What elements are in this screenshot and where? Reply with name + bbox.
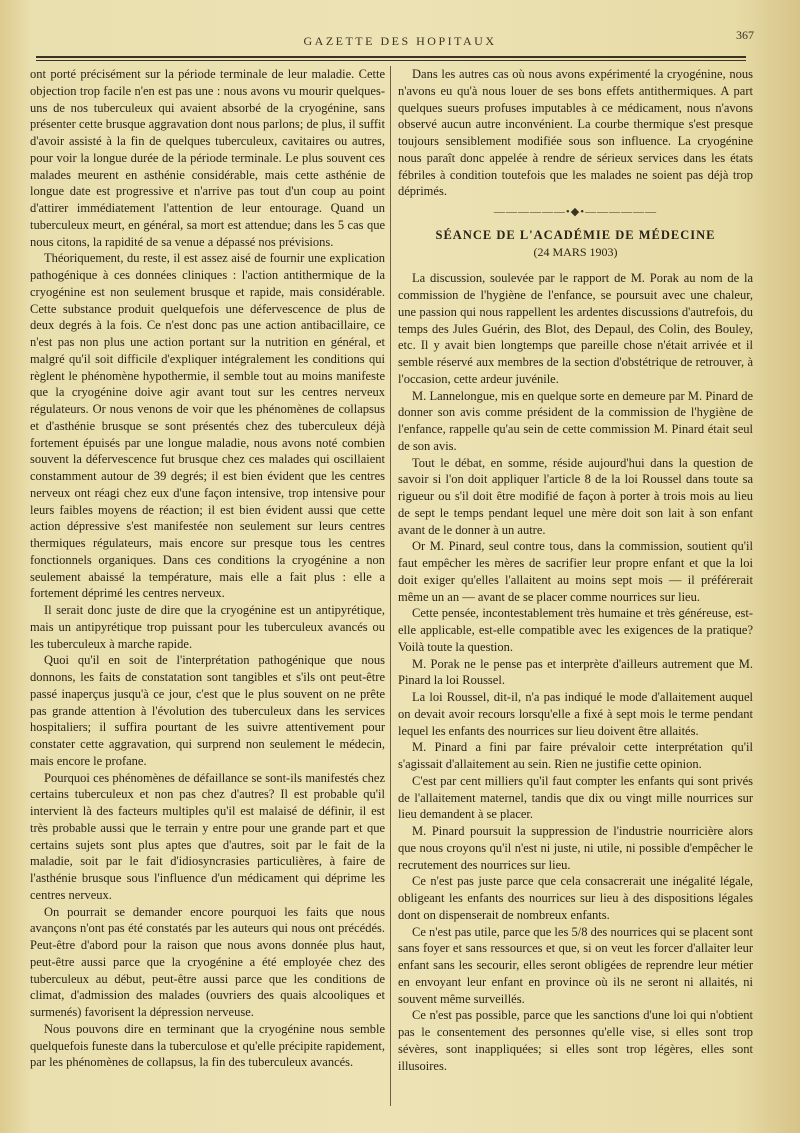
paragraph: M. Pinard poursuit la suppression de l'industrie nourricière alors que nous croyons qu'il n'est ni juste, ni utile, ni possible d'empêcher le recrutement des nourrices sur lieu. xyxy=(398,824,753,872)
paragraph: Ce n'est pas utile, parce que les 5/8 des nourrices qui se placent sont sans foyer et sans ressources et que, si on veut les forcer d'allaiter leur enfant sans les secourir, elles seront obligées de reprendre leur métier en envoyant leur enfant en province où ils ne seront ni allaités, ni souvent même surveillés. xyxy=(398,924,753,1006)
paragraph: Tout le débat, en somme, réside aujourd'hui dans la question de savoir si l'on doit appliquer l'article 8 de la loi Roussel dans toute sa rigueur ou s'il doit être modifié de façon à porter à trois mois au lieu de sept le temps pendant lequel une mère doit son lait à son enfant avant de le donner à un autre. xyxy=(398,455,753,537)
paragraph: On pourrait se demander encore pourquoi les faits que nous avançons n'ont pas été constatés par les auteurs qui nous ont précédés. Peut-être d'abord pour la raison que nous avons donnée plus haut, peut-être aussi parce que la cryogénine a été employée chez des tuberculeux au début, peut-être aussi parce que les conditions de climat, d'admission des malades (ouvriers des quais alcooliques et surmenés) favorisent la dépression nerveuse. xyxy=(30,904,385,1019)
column-divider xyxy=(390,66,391,1106)
paragraph: M. Lannelongue, mis en quelque sorte en demeure par M. Pinard de donner son avis comme président de la commission de l'hygiène de l'enfance, rappelle qu'au sein de cette commission M. Pinard était seul de son avis. xyxy=(398,388,753,453)
header-rule-thin xyxy=(36,60,746,61)
right-column xyxy=(398,66,753,1074)
running-header: GAZETTE DES HOPITAUX xyxy=(303,34,497,48)
paragraph: Dans les autres cas où nous avons expérimenté la cryogénine, nous n'avons eu qu'à nous louer de ses bons effets antithermiques. A part quelques sueurs profuses imputables à ce médicament, nous n'avons observé aucun autre inconvénient. La courbe thermique s'est presque toujours sensiblement modifiée sous son influence. La cryogénine nous paraît donc appelée à rendre de sérieux services dans les états fébriles à condition toutefois que les malades ne soient pas déjà trop déprimés. xyxy=(398,67,753,199)
paragraph: Ce n'est pas juste parce que cela consacrerait une inégalité légale, obligeant les enfants des nourrices sur lieu à des dispositions légales dont on dispenserait de nombreux enfants. xyxy=(398,874,753,922)
paragraph: M. Pinard a fini par faire prévaloir cette interprétation qu'il s'agissait d'allaitement au sein. Rien ne justifie cette opinion. xyxy=(398,740,753,771)
paragraph: Quoi qu'il en soit de l'interprétation pathogénique que nous donnons, les faits de constatation sont tangibles et s'ils ont peut-être passé inaperçus jusqu'à ce jour, c'est que le plus souvent on ne prête pas grande attention à l'évolution des tuberculeux dans les services hospitaliers; il suffira pourtant de les suivre attentivement pour constater cette aggravation, qui surprend non seulement le médecin, mais encore le profane. xyxy=(30,653,385,768)
paragraph: Or M. Pinard, seul contre tous, dans la commission, soutient qu'il faut empêcher les mères de sacrifier leur propre enfant et que la loi doit exiger qu'elles l'allaitent au moins sept mois — il préférerait même un an — avant de se placer comme nourrices sur lieu. xyxy=(398,539,753,604)
section-title: SÉANCE DE L'ACADÉMIE DE MÉDECINE xyxy=(435,227,716,242)
paragraph: C'est par cent milliers qu'il faut compter les enfants qui sont privés de l'allaitement maternel, tandis que dix ou vingt mille nourrices sur lieu demandent à se placer. xyxy=(398,773,753,822)
paragraph: Il serait donc juste de dire que la cryogénine est un antipyrétique, mais un antipyrétique trop puissant pour les tuberculeux avancés ou les tuberculeux à marche rapide. xyxy=(30,603,385,651)
paragraph: Ce n'est pas possible, parce que les sanctions d'une loi qui n'obtient pas le consentement des personnes qu'elle vise, si elles sont trop sévères, sont inappliquées; si elles sont trop légères, elles sont illusoires. xyxy=(398,1008,753,1073)
page-number: 367 xyxy=(736,28,754,42)
section-date: (24 MARS 1903) xyxy=(533,244,618,259)
header-rule xyxy=(36,56,746,58)
left-column xyxy=(30,66,385,1071)
paragraph: La loi Roussel, dit-il, n'a pas indiqué le mode d'allaitement auquel on devait avoir recours lorsqu'elle a fixé à sept mois le terme pendant lequel les enfants des nourrices sur lieu doivent être allaités. xyxy=(398,690,753,738)
paragraph: M. Porak ne le pense pas et interprète d'ailleurs autrement que M. Pinard la loi Roussel. xyxy=(398,656,753,688)
section-separator: ——————•◆•—————— xyxy=(493,206,658,218)
paragraph: ont porté précisément sur la période terminale de leur maladie. Cette objection trop facile n'en est pas une : nous avons vu mourir quelques-uns de nos tuberculeux qui avaient absorbé de la cryogénine, sans présenter cette brusque aggravation dont nous parlons; de plus, il suffit d'avoir assisté à la fin de quelques tuberculeux, cavitaires ou autres, pour voir la longue durée de la période terminale. Le plus souvent ces malades meurent en asthénie considérable, mais cette asthénie de longue date est progressive et n'arrive pas tout d'un coup au point d'attirer immédiatement l'attention de leur entourage. Quand un tuberculeux meurt, en général, sa mort est attendue; dans les 5 cas que nous citons, la rapidité de sa venue a dépassé nos prévisions. xyxy=(30,67,385,249)
paragraph: Théoriquement, du reste, il est assez aisé de fournir une explication pathogénique à ces données cliniques : l'action antithermique de la cryogénine est non seulement brusque et rapide, mais considérable. Cette substance produit quelquefois une défervescence de plus de deux degrés à la fois. Ce n'est donc pas une action antibacillaire, ce n'est pas non plus une action portant sur la nutrition en général, et malgré qu'il soit difficile d'expliquer intégralement les conditions qui règlent le phénomène hypothermie, il semble tout au moins manifeste que la cryogénine doive agir avant tout sur les centres nerveux régulateurs. Or nous venons de voir que les phénomènes de collapsus et d'asthénie brusque se sont présentés chez des tuberculeux déjà fortement épuisés par une longue maladie, nous avons noté combien souvent la défervescence fut brusque chez ces malades qui oscillaient constamment autour de 39 degrés; il est bien évident que les centres nerveux ont réagi chez eux d'une façon intensive, trop intensive pour leurs faibles moyens de réaction; il est bien évident aussi que cette action dépressive s'est manifestée non seulement sur leurs centres thermiques régulateurs, mais encore sur presque tous les centres fonctionnels organiques. Dans ces conditions la cryogénine a non seulement abaissé la température, mais elle a fait plus : elle a fortement déprimé les centres nerveux. xyxy=(30,251,385,601)
paragraph: La discussion, soulevée par le rapport de M. Porak au nom de la commission de l'hygiène de l'enfance, se poursuit avec une chaleur, une passion qui nous rappellent les ardentes discussions d'autrefois, du temps des Jules Guérin, des Blot, des Depaul, des Colin, des Bouley, etc. Il y avait bien longtemps que pareille chose n'était arrivée et il semble réservé aux membres de la section d'obstétrique de retrouver, à l'occasion, cette ardeur juvénile. xyxy=(398,271,753,386)
paragraph: Pourquoi ces phénomènes de défaillance se sont-ils manifestés chez certains tuberculeux et non pas chez d'autres? Il est probable qu'il intervient là des facteurs multiples qu'il est malaisé de définir, il est très probable aussi que le terrain y entre pour une grande part et que certains sujets sont plus aptes que d'autres, soit par le fait de la maladie, soit par le fait d'idiosyncrasies particulières, à faire de l'asthénie brusque sous l'influence d'un médicament qui déprime les centres nerveux. xyxy=(30,770,385,902)
paragraph: Nous pouvons dire en terminant que la cryogénine nous semble quelquefois funeste dans la tuberculose et qu'elle précipite rapidement, par les phénomènes de collapsus, la fin des tuberculeux avancés. xyxy=(30,1021,385,1070)
paragraph: Cette pensée, incontestablement très humaine et très généreuse, est-elle applicable, est-elle compatible avec les exigences de la pratique? Voilà toute la question. xyxy=(398,606,753,654)
